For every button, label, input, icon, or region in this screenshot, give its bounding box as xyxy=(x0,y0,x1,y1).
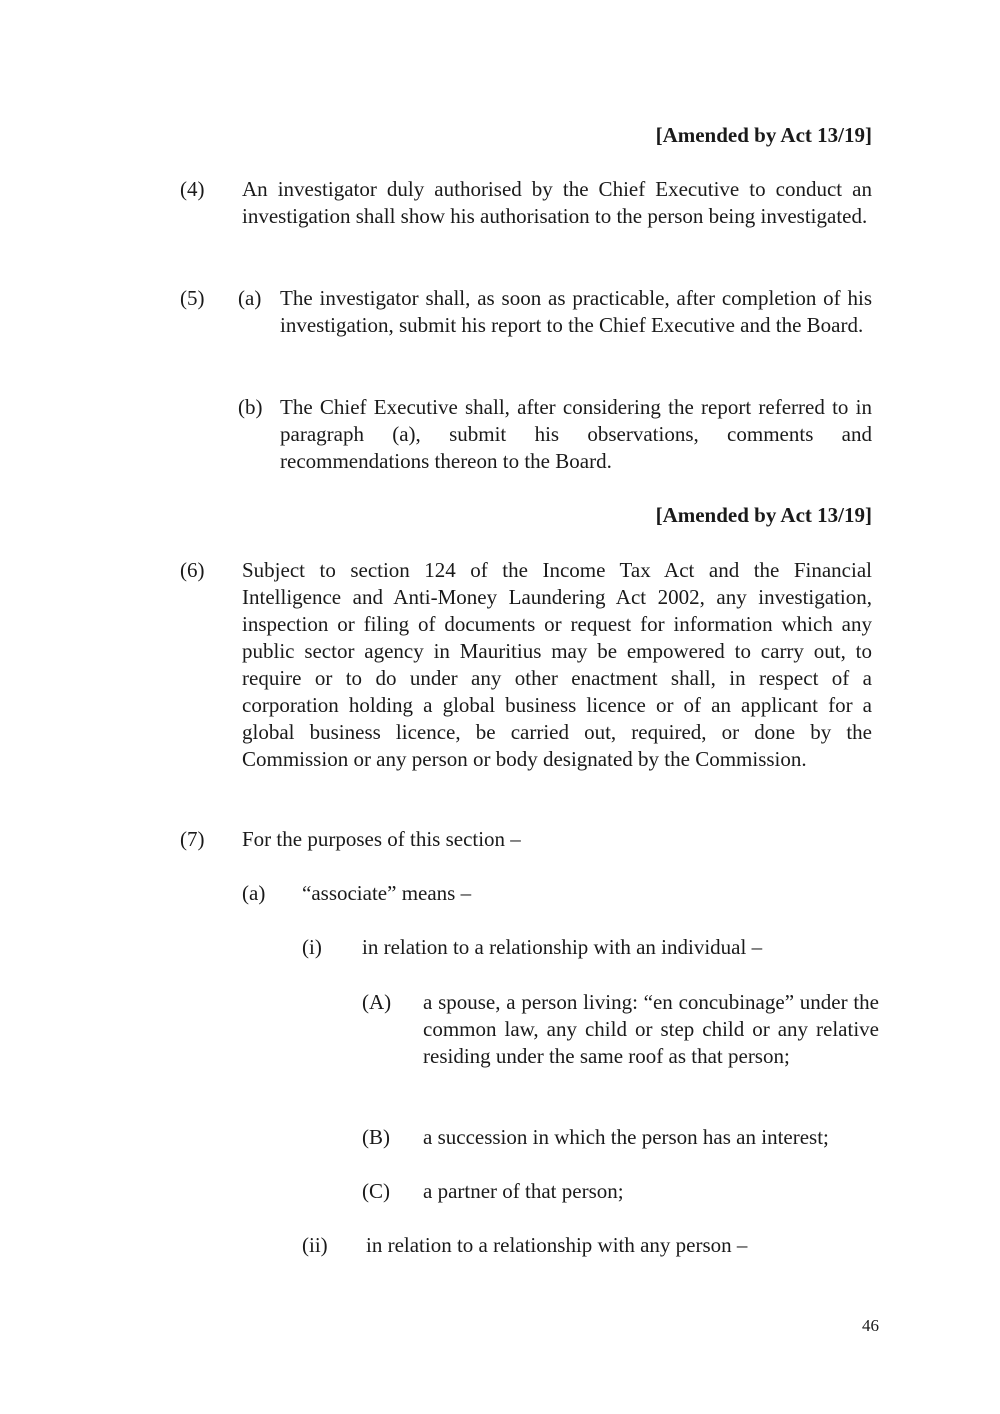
definition-term: “associate” means – xyxy=(302,881,472,905)
subsection-text: For the purposes of this section – xyxy=(242,827,521,851)
item-text: a spouse, a person living: “en concubinage” under the common law, any child or step child or any relative residing under the same roof as that person; xyxy=(423,990,879,1068)
subsection-text: An investigator duly authorised by the Chief Executive to conduct an investigation shall show his authorisation to the person being investigated. xyxy=(242,177,872,228)
amendment-note: [Amended by Act 13/19] xyxy=(655,123,872,147)
amendment-note: [Amended by Act 13/19] xyxy=(655,503,872,527)
paragraph-text: The Chief Executive shall, after considering the report referred to in paragraph (a), submit his observations, comments and recommendations thereon to the Board. xyxy=(280,395,872,473)
item-label: (B) xyxy=(362,1125,390,1149)
item-text: a succession in which the person has an interest; xyxy=(423,1125,829,1149)
subsection-number: (5) xyxy=(180,286,205,310)
subparagraph-label: (i) xyxy=(302,935,322,959)
subsection-text: Subject to section 124 of the Income Tax Act and the Financial Intelligence and Anti-Money Laundering Act 2002, any investigation, inspection or filing of documents or request for information which any public sector agency in Mauritius may be empowered to carry out, to require or to do under any other enactment shall, in respect of a corporation holding a global business licence or of an applicant for a global business licence, be carried out, required, or done by the Commission or any person or body designated by the Commission. xyxy=(242,558,872,771)
subparagraph-label: (ii) xyxy=(302,1233,328,1257)
paragraph-text: The investigator shall, as soon as practicable, after completion of his investigation, submit his report to the Chief Executive and the Board. xyxy=(280,286,872,337)
item-text: a partner of that person; xyxy=(423,1179,624,1203)
subsection-number: (6) xyxy=(180,558,205,582)
paragraph-label: (a) xyxy=(238,286,262,310)
item-label: (A) xyxy=(362,990,392,1014)
paragraph-label: (b) xyxy=(238,395,263,419)
subsection-number: (7) xyxy=(180,827,205,851)
item-label: (C) xyxy=(362,1179,390,1203)
subsection-number: (4) xyxy=(180,177,205,201)
subparagraph-text: in relation to a relationship with any person – xyxy=(366,1233,748,1257)
paragraph-label: (a) xyxy=(242,881,266,905)
subparagraph-text: in relation to a relationship with an individual – xyxy=(362,935,763,959)
page-number: 46 xyxy=(862,1316,879,1335)
